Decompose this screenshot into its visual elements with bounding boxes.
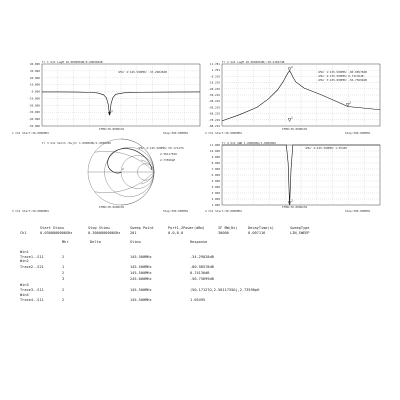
smith-x-arc-minus0.5	[95, 172, 154, 193]
tr2-marker-readout-2: >Mkr 2:145.500MHz 0.74136dB	[318, 74, 364, 78]
row-label: Trace4--S11	[20, 298, 44, 302]
tr2-footer-ifbw: IFBW:30.0000kHz	[282, 127, 308, 131]
y-tick-label: 9.000	[211, 155, 220, 159]
y-tick-label: 4.000	[211, 185, 220, 189]
tr2-marker-readout-3: >Mkr 3:245.000MHz -56.75699dB	[318, 78, 367, 82]
tr2-footer-start: 2 Ch1 Start:30.0000MHz	[205, 131, 243, 135]
y-tick-label: -20.000	[28, 103, 40, 108]
y-tick-label: -50.000	[28, 124, 40, 128]
tr4-title: Tr 4 S11 SWR 1.000000U/1.000000U	[222, 141, 276, 145]
tr4-marker-readout: >Mkr 2:145.500MHz 1.05495	[305, 146, 348, 150]
tr2-title: Tr 2 S21 LogM 10.000000dB/-38.21667dB	[222, 60, 285, 64]
y-tick-label: -78.219	[208, 117, 220, 122]
row-marker-id: 2	[62, 255, 65, 259]
y-tick-label: -8.219	[209, 74, 220, 79]
y-tick-label: -10.000	[28, 96, 40, 101]
sweep-value: 0.0300000000GHz	[40, 231, 73, 235]
smith-x-arc-plus0.5	[95, 151, 154, 172]
y-tick-label: -40.000	[28, 117, 40, 122]
y-tick-label: 6.000	[211, 173, 220, 177]
sweep-settings-table	[20, 226, 309, 235]
tr4-markers	[288, 199, 293, 205]
y-tick-label: 11.000	[209, 143, 220, 147]
tr2-marker-readout-1: >Mkr 1:145.500MHz -80.98578dB	[318, 70, 367, 74]
tr1-y-ticks	[28, 62, 40, 128]
sweep-row-label: Ch1	[20, 231, 27, 235]
marker-table-column-header: Response	[190, 240, 208, 244]
sweep-values	[40, 231, 309, 235]
table-row	[20, 293, 29, 297]
tr4-footer-stop: Stop:300.000MHz	[345, 209, 371, 213]
table-row	[62, 277, 214, 281]
y-tick-label: 10.000	[29, 82, 40, 87]
row-stimulus: 245.000MHz	[130, 277, 152, 281]
tr4-y-ticks	[210, 143, 220, 207]
sweep-column-header: Sweep Point	[130, 226, 154, 230]
row-response: -56.75699dB	[190, 277, 214, 281]
tr4-grid	[222, 145, 380, 205]
panel-tr3-smith	[12, 139, 189, 213]
tr3-title: Tr 3 S11 Smith (R+jX) 1.000000U/1.000000U	[42, 141, 112, 145]
y-tick-label: -58.219	[208, 105, 220, 110]
row-marker-id: 2	[62, 271, 65, 275]
y-tick-label: 30.000	[29, 68, 40, 73]
tr4-footer-ifbw: IFBW:30.0000kHz	[282, 205, 308, 209]
table-row	[20, 298, 205, 302]
row-label: Win4	[20, 293, 29, 297]
y-tick-label: -68.219	[208, 111, 220, 116]
sweep-column-header: DecayTime(s)	[248, 226, 274, 230]
row-label: Win3	[20, 283, 29, 287]
tr3-marker-readout-3: 2.73590pH	[160, 158, 176, 162]
row-marker-id: 1	[62, 265, 65, 269]
row-response: 1.05495	[190, 298, 206, 302]
tr3-footer-start: 3 Ch1 Start:30.0000MHz	[12, 209, 50, 213]
row-label: Trace1--S11	[20, 255, 44, 259]
y-tick-label: 8.000	[211, 161, 220, 165]
sweep-value: 0.3000000000GHz	[88, 231, 121, 235]
table-row	[20, 259, 29, 263]
table-row	[20, 250, 29, 254]
y-tick-label: 5.000	[211, 179, 220, 183]
marker-label: 3	[349, 100, 352, 105]
row-marker-id: 2	[62, 288, 65, 292]
row-marker-id: 2	[62, 298, 65, 302]
tr1-trace	[42, 92, 200, 115]
panel-tr4-swr	[205, 141, 380, 213]
y-tick-label: -18.219	[208, 80, 220, 85]
table-row	[20, 265, 214, 269]
tr1-footer-start: 1 Ch1 Start:30.0000MHz	[12, 131, 50, 135]
sweep-value: LIN_SWEEP	[290, 231, 310, 235]
y-tick-label: 7.000	[211, 167, 220, 171]
marker-table-column-header: Delta	[90, 240, 101, 244]
sweep-column-header: SweepType	[290, 226, 310, 230]
tr2-y-ticks	[208, 62, 220, 128]
marker-label: 2	[291, 64, 293, 69]
marker-table-rows	[20, 250, 259, 302]
tr3-marker-2: 2	[122, 167, 124, 171]
sweep-value: 0.0,0.0	[168, 231, 184, 235]
sweep-column-header: Start Stimu	[40, 226, 64, 230]
row-stimulus: 145.500MHz	[130, 265, 152, 269]
row-response: (50.17127Ω,2.5811755Ω),2.73590pH	[190, 288, 260, 292]
y-tick-label: -38.219	[208, 93, 220, 97]
marker-table-column-header: Stimu	[130, 240, 141, 244]
table-row	[20, 288, 259, 292]
row-response: 0.74136dB	[190, 271, 210, 275]
tr1-footer-ifbw: IFBW:30.0000kHz	[99, 127, 125, 131]
y-tick-label: 40.000	[29, 62, 40, 66]
row-stimulus: 145.500MHz	[130, 271, 152, 275]
y-tick-label: -88.219	[208, 124, 220, 128]
row-marker-id: 3	[62, 277, 65, 281]
y-tick-label: 0.000	[31, 89, 40, 94]
sweep-column-header: IF BW(Hz)	[218, 226, 238, 230]
tr3-footer-stop: Stop:300.000MHz	[163, 209, 189, 213]
panel-tr2	[205, 60, 380, 135]
sweep-column-header: Stop Stimu	[88, 226, 110, 230]
table-row	[20, 283, 29, 287]
tr1-footer-stop: Stop:300.000MHz	[163, 131, 189, 135]
row-stimulus: 145.500MHz	[130, 288, 152, 292]
y-tick-label: 20.000	[29, 75, 40, 80]
row-label: Win1	[20, 250, 29, 254]
y-tick-label: -30.000	[28, 110, 40, 115]
row-stimulus: 145.500MHz	[130, 298, 152, 302]
panel-tr1	[12, 60, 200, 135]
table-row	[62, 271, 209, 275]
sweep-column-header: Port1,2Power(dBm)	[168, 226, 205, 230]
y-tick-label: 10.000	[209, 149, 220, 153]
row-label: Trace2--S21	[20, 265, 44, 269]
y-tick-label: 1.781	[211, 68, 220, 73]
sweep-value: 30000	[218, 231, 229, 235]
row-label: Trace3--S11	[20, 288, 44, 292]
tr3-marker-readout-2: 2.5811755Ω	[160, 152, 177, 156]
y-tick-label: 11.781	[209, 62, 220, 66]
marker-table-header	[62, 240, 207, 244]
row-response: -34.29028dB	[190, 255, 214, 259]
tr1-title: Tr 1 S11 LogM 10.000000dB/0.000000dB	[42, 60, 103, 64]
y-tick-label: -28.219	[208, 86, 220, 91]
sweep-column-headers	[40, 226, 309, 230]
sweep-value: 201	[130, 231, 137, 235]
marker-label: 2	[111, 109, 113, 114]
row-label: Win2	[20, 259, 29, 263]
tr4-footer-start: 4 Ch1 Start:30.0000MHz	[205, 209, 243, 213]
table-row	[20, 255, 214, 259]
y-tick-label: 3.000	[211, 191, 220, 195]
y-tick-label: -48.219	[208, 99, 220, 104]
row-response: -80.98578dB	[190, 265, 214, 269]
tr3-footer-ifbw: IFBW:30.0000kHz	[99, 205, 125, 209]
tr3-marker-readout-1: >Mkr 2:145.500MHz 50.17127Ω	[138, 146, 184, 150]
tr1-marker-readout: >Mkr 2:145.500MHz -34.29028dB	[118, 70, 167, 74]
marker-label: 1	[291, 115, 293, 120]
tr2-footer-stop: Stop:300.000MHz	[345, 131, 371, 135]
marker-label: 2	[291, 198, 293, 203]
y-tick-label: 1.000	[211, 203, 220, 207]
row-stimulus: 145.500MHz	[130, 255, 152, 259]
sweep-value: 0.007116	[248, 231, 266, 235]
marker-table	[20, 240, 259, 302]
marker-table-column-header: Mkr	[62, 240, 69, 244]
y-tick-label: 2.000	[211, 197, 220, 201]
